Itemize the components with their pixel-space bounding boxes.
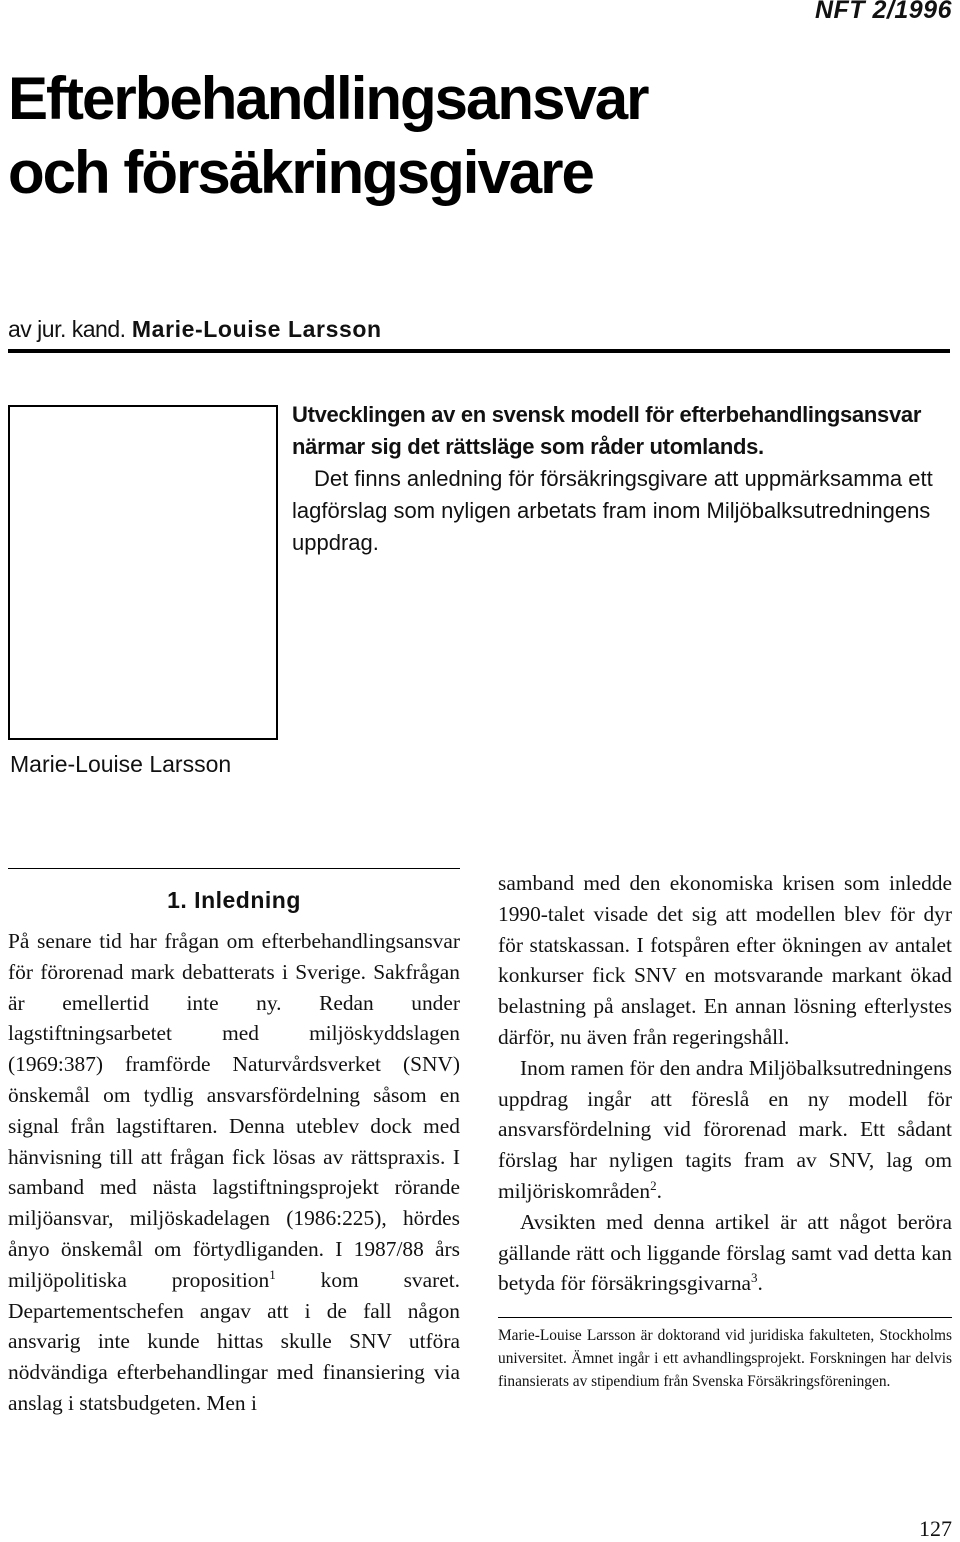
journal-issue: NFT 2/1996 bbox=[814, 0, 952, 24]
body-paragraph-2 bbox=[498, 1053, 952, 1207]
title-line-2: och försäkringsgivare bbox=[8, 139, 593, 206]
footnote-ref-1: 1 bbox=[269, 1266, 276, 1282]
author-note: Marie-Louise Larsson är doktorand vid juridiska fakulteten, Stockholms universitet. Ämnet ingår i ett avhandlingsprojekt. Forskningen har delvis finansierats av stipendium från Svenska Försäkringsföreningen. bbox=[498, 1327, 952, 1391]
lead-paragraph-1: Utvecklingen av en svensk modell för efterbehandlingsansvar närmar sig det rättsläge som råder utomlands. bbox=[292, 402, 922, 459]
author-photo-frame bbox=[8, 405, 278, 740]
lead-text bbox=[292, 399, 952, 559]
body-paragraph-3 bbox=[498, 1207, 952, 1299]
lead-paragraph-2: Det finns anledning för försäkringsgivare att uppmärksamma ett lagförslag som nyligen arbetats fram inom Miljöbalksutredningens uppdrag. bbox=[292, 466, 933, 555]
left-column bbox=[8, 868, 460, 1419]
section-heading: 1. Inledning bbox=[167, 887, 301, 913]
footnote-ref-3: 3 bbox=[751, 1270, 758, 1286]
right-column bbox=[498, 868, 952, 1393]
page-number: 127 bbox=[919, 1516, 952, 1541]
para3-end: . bbox=[757, 1271, 763, 1296]
photo-caption: Marie-Louise Larsson bbox=[10, 751, 232, 777]
section-rule bbox=[8, 868, 460, 869]
para3-text: Avsikten med denna artikel är att något beröra gällande rätt och liggande förslag samt vad detta kan betyda för försäkringsgivarna bbox=[498, 1209, 952, 1296]
para1-text-b: kom svaret. Departementschefen angav att i de fall någon ansvarig inte kunde hittas skulle SNV utföra nödvändiga efterbehandlingar med finansiering via anslag i statsbudgeten. Men i bbox=[8, 1267, 460, 1415]
byline-author: Marie-Louise Larsson bbox=[131, 316, 382, 342]
body-paragraph-continued: samband med den ekonomiska krisen som inledde 1990-talet visade det sig att modellen blev för dyr för statskassan. I fotspåren efter ökningen av antalet konkurser fick SNV en motsvarande markant ökad belastning på anslaget. En annan lösning efterlystes därför, nu även från regeringshåll. bbox=[498, 871, 952, 1049]
byline-prefix: av jur. kand. bbox=[8, 316, 126, 342]
header-rule bbox=[8, 349, 950, 353]
footnote-ref-2: 2 bbox=[650, 1177, 657, 1193]
title-line-1: Efterbehandlingsansvar bbox=[8, 65, 648, 132]
para2-text: Inom ramen för den andra Miljöbalksutredningens uppdrag ingår att föreslå en ny modell för ansvarsfördelning vid förorenad mark. Ett sådant förslag har nyligen tagits fram av SNV, lag om miljöriskområden bbox=[498, 1055, 952, 1203]
byline bbox=[8, 316, 382, 343]
para2-end: . bbox=[656, 1178, 662, 1203]
body-paragraph-1 bbox=[8, 926, 460, 1419]
para1-text-a: På senare tid har frågan om efterbehandlingsansvar för förorenad mark debatterats i Sverige. Sakfrågan är emellertid inte ny. Redan under lagstiftningsarbetet med miljöskyddslagen (1969:387) framförde Naturvårdsverket (SNV) önskemål om tydlig ansvarsfördelning såsom en signal från lagstiftaren. Denna uteblev dock med hänvisning till att frågan fick lösas av rättspraxis. I samband med nästa lagstiftningsprojekt rörande miljöansvar, miljöskadelagen (1986:225), hördes ånyo önskemål om förtydliganden. I 1987/88 års miljöpolitiska proposition bbox=[8, 929, 460, 1292]
footnote-rule bbox=[498, 1317, 952, 1318]
article-title bbox=[8, 62, 648, 210]
